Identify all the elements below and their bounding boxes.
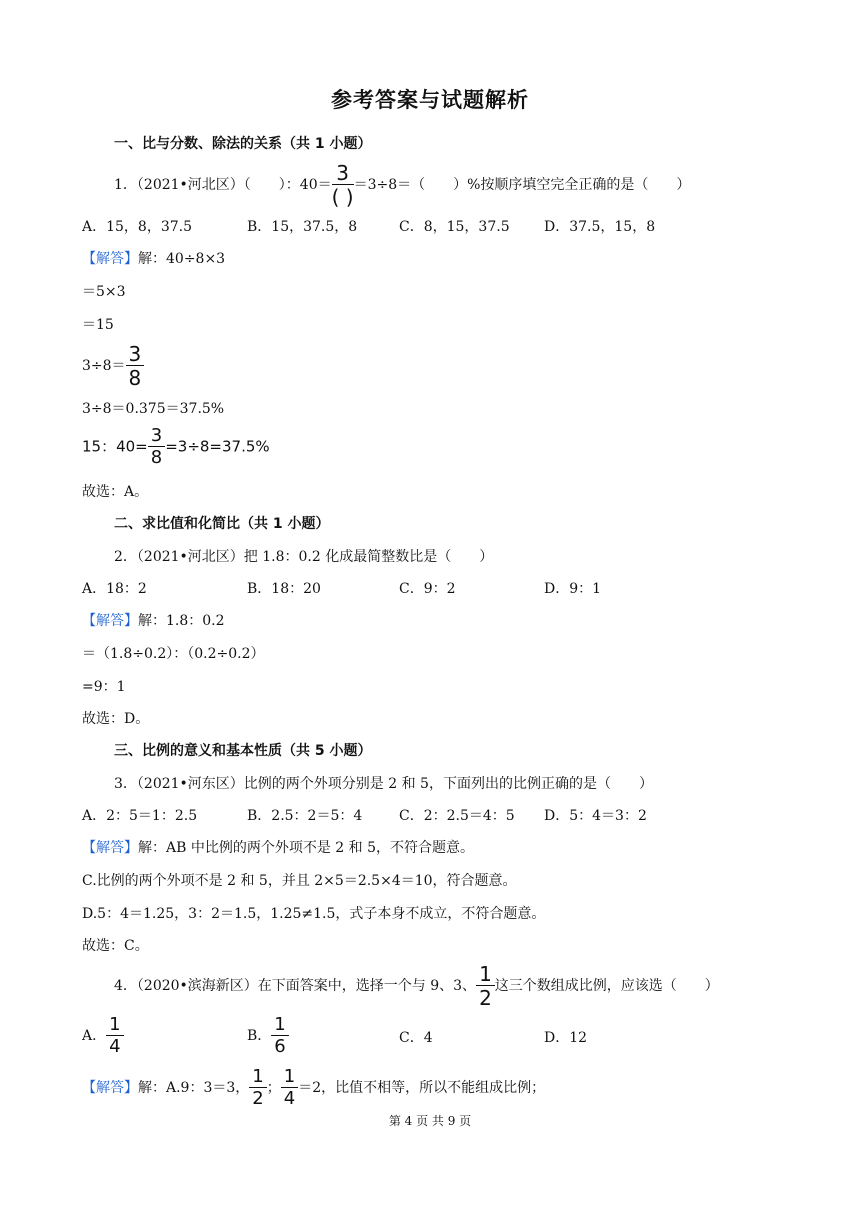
q4-solution-line-1 bbox=[82, 1068, 545, 1108]
q2-solution-text-1: 解：1.8：0.2 bbox=[138, 613, 225, 629]
q4-stem-start: 4．（2020•滨海新区）在下面答案中，选择一个与 9、3、 bbox=[114, 978, 477, 994]
q3-solution-line-1 bbox=[82, 837, 474, 857]
section-heading-1: 一、比与分数、除法的关系（共 1 小题） bbox=[114, 136, 372, 152]
fraction-denominator: 2 bbox=[479, 986, 492, 1010]
q2-solution-line-2: ＝（1.8÷0.2）：（0.2÷0.2） bbox=[82, 646, 265, 662]
q4-option-a-fraction bbox=[106, 1016, 123, 1056]
fraction-numerator: 1 bbox=[476, 964, 495, 986]
q1-solution-line-5: 3÷8＝0.375＝37.5% bbox=[82, 401, 225, 417]
q1-option-b: B．15，37.5，8 bbox=[247, 219, 358, 235]
page-title: 参考答案与试题解析 bbox=[331, 88, 529, 112]
fraction-denominator: 4 bbox=[109, 1036, 121, 1057]
fraction-denominator: 4 bbox=[283, 1088, 296, 1109]
fraction-numerator: 3 bbox=[148, 427, 165, 447]
q1-solution-line-2: ＝5×3 bbox=[82, 284, 126, 300]
q2-choice: 故选：D。 bbox=[82, 711, 150, 727]
section-heading-2: 二、求比值和化简比（共 1 小题） bbox=[114, 516, 330, 532]
q1-fraction bbox=[332, 163, 354, 207]
fraction-numerator: 1 bbox=[281, 1068, 298, 1088]
fraction-denominator: 8 bbox=[150, 447, 163, 468]
q1-solution-line-6-start: 15：40= bbox=[82, 437, 148, 456]
answer-tag: 【解答】 bbox=[82, 1080, 138, 1096]
q2-stem: 2．（2021•河北区）把 1.8：0.2 化成最简整数比是（ ） bbox=[114, 549, 494, 565]
page-footer: 第 4 页 共 9 页 bbox=[388, 1114, 472, 1128]
q1-option-a: A．15，8，37.5 bbox=[82, 219, 193, 235]
q4-option-d: D．12 bbox=[544, 1030, 588, 1046]
q4-option-b-label: B． bbox=[247, 1028, 272, 1044]
q4-solution-separator: ； bbox=[266, 1080, 281, 1096]
q3-solution-text-1: 解：AB 中比例的两个外项不是 2 和 5，不符合题意。 bbox=[138, 840, 475, 856]
q1-option-c: C．8，15，37.5 bbox=[399, 219, 510, 235]
q1-solution-line-6 bbox=[82, 427, 270, 467]
q3-solution-line-2: C.比例的两个外项不是 2 和 5，并且 2×5＝2.5×4＝10，符合题意。 bbox=[82, 873, 517, 889]
q1-choice: 故选：A。 bbox=[82, 484, 149, 500]
fraction-denominator: 6 bbox=[274, 1036, 286, 1057]
fraction-numerator: 1 bbox=[271, 1016, 288, 1036]
q4-option-b bbox=[247, 1016, 289, 1056]
q1-solution-line-4 bbox=[82, 344, 144, 388]
answer-tag: 【解答】 bbox=[82, 613, 138, 629]
q1-option-d: D．37.5，15，8 bbox=[544, 219, 656, 235]
q4-option-b-fraction bbox=[271, 1016, 288, 1056]
q1-solution-fraction-2 bbox=[148, 427, 165, 467]
q1-stem-end: ＝3÷8＝（ ）%按顺序填空完全正确的是（ ） bbox=[353, 177, 691, 193]
q4-fraction bbox=[476, 964, 495, 1008]
fraction-numerator: 1 bbox=[249, 1068, 266, 1088]
q1-solution-text-1: 解：40÷8×3 bbox=[138, 251, 226, 267]
q2-option-d: D．9：1 bbox=[544, 581, 602, 597]
q4-stem bbox=[114, 964, 719, 1008]
q2-solution-line-3: =9：1 bbox=[82, 679, 126, 695]
q3-stem: 3．（2021•河东区）比例的两个外项分别是 2 和 5，下面列出的比例正确的是（ ） bbox=[114, 776, 653, 792]
fraction-numerator: 1 bbox=[106, 1016, 123, 1036]
q4-solution-fraction-2 bbox=[281, 1068, 298, 1108]
q4-solution-end: ＝2，比值不相等，所以不能组成比例； bbox=[298, 1080, 546, 1096]
q1-solution-line-4-text: 3÷8＝ bbox=[82, 358, 126, 374]
q4-solution-start: 解：A.9：3＝3， bbox=[138, 1080, 250, 1096]
q1-fraction-numerator: 3 bbox=[332, 163, 354, 185]
q1-stem-start: 1．（2021•河北区）（ ）：40＝ bbox=[114, 177, 332, 193]
q3-option-b: B．2.5：2＝5：4 bbox=[247, 808, 363, 824]
answer-tag: 【解答】 bbox=[82, 840, 138, 856]
q1-solution-line-6-end: =3÷8=37.5% bbox=[165, 437, 270, 456]
q3-option-c: C．2：2.5＝4：5 bbox=[399, 808, 515, 824]
q4-option-a-label: A． bbox=[82, 1028, 107, 1044]
q4-option-a bbox=[82, 1016, 124, 1056]
q4-option-c: C．4 bbox=[399, 1030, 433, 1046]
fraction-denominator: 2 bbox=[252, 1088, 264, 1109]
q1-solution-fraction bbox=[126, 344, 145, 388]
q3-option-a: A．2：5＝1：2.5 bbox=[82, 808, 198, 824]
q2-solution-line-1 bbox=[82, 610, 225, 630]
q2-option-a: A．18：2 bbox=[82, 581, 147, 597]
q3-option-d: D．5：4＝3：2 bbox=[544, 808, 647, 824]
q1-solution-line-1 bbox=[82, 248, 225, 268]
q2-option-b: B．18：20 bbox=[247, 581, 321, 597]
q1-fraction-denominator: ( ) bbox=[331, 185, 354, 209]
q1-stem bbox=[114, 163, 690, 207]
section-heading-3: 三、比例的意义和基本性质（共 5 小题） bbox=[114, 743, 372, 759]
q4-stem-end: 这三个数组成比例，应该选（ ） bbox=[494, 978, 719, 994]
fraction-numerator: 3 bbox=[126, 344, 145, 366]
q3-choice: 故选：C。 bbox=[82, 938, 149, 954]
answer-tag: 【解答】 bbox=[82, 251, 138, 267]
q1-solution-line-3: ＝15 bbox=[82, 317, 114, 333]
q2-option-c: C．9：2 bbox=[399, 581, 456, 597]
q3-solution-line-3: D.5：4＝1.25，3：2＝1.5，1.25≠1.5，式子本身不成立，不符合题意。 bbox=[82, 906, 546, 922]
fraction-denominator: 8 bbox=[128, 366, 142, 390]
q4-solution-fraction-1 bbox=[249, 1068, 266, 1108]
